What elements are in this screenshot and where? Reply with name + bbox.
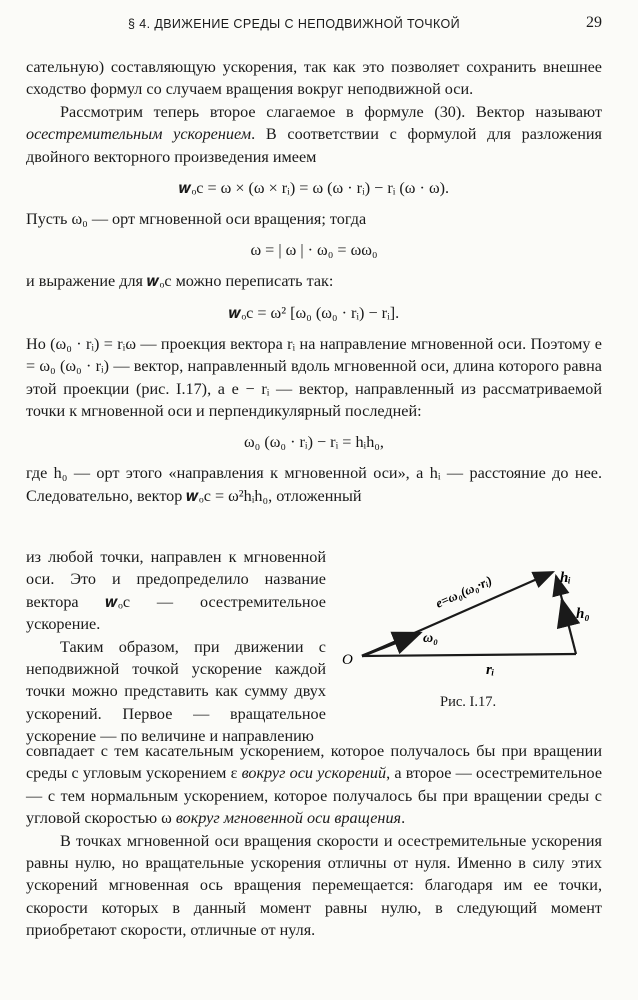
vector-ri-line bbox=[362, 654, 576, 656]
page-number: 29 bbox=[586, 14, 602, 31]
running-head: § 4. ДВИЖЕНИЕ СРЕДЫ С НЕПОДВИЖНОЙ ТОЧКОЙ bbox=[128, 17, 461, 31]
equation-2: ω = | ω | · ω₀ = ωω₀ bbox=[250, 241, 378, 260]
equation-1: 𝒘ₒc = ω × (ω × rᵢ) = ω (ω · rᵢ) − rᵢ (ω · ω). bbox=[178, 179, 450, 198]
label-omega0: ω₀ bbox=[423, 631, 439, 646]
paragraph-3: Пусть ω₀ — орт мгновенной оси вращения; тогда bbox=[26, 210, 367, 229]
paragraph-5: Но (ω₀ · rᵢ) = rᵢω — проекция вектора rᵢ на направление мгновенной оси. Поэтому e = ω₀ (ω₀ · rᵢ) — вектор, направленный вдоль мгновенной оси, длина которого равна этой проекции (рис. I.17), а e − rᵢ — вектор, направленный из рассматриваемой точки к мгновенной оси и перпендикулярный последней: bbox=[26, 334, 602, 421]
paragraph-8: В точках мгновенной оси вращения скорости и осестремительные ускорения равны нулю, но вращательные ускорения отличны от нуля. Именно в силу этих ускорений мгновенная ось вращения перемещается: благодаря им ее точки, скорости которых в данный момент равны нулю, в следующий момент приобретают скорости, отличные от нуля. bbox=[26, 831, 602, 940]
paragraph-4: и выражение для 𝒘ₒc можно переписать так: bbox=[26, 272, 334, 291]
label-ri: rᵢ bbox=[486, 662, 495, 678]
paragraph-2 bbox=[26, 101, 602, 168]
paragraph-6: где h₀ — орт этого «направления к мгновенной оси», а hᵢ — расстояние до нее. Следовательно, вектор 𝒘ₒc = ω²hᵢh₀, отложенный bbox=[26, 464, 602, 505]
paragraph-7c-text: , а второе — осестремительное — с тем нормальным ускорением, которое получалось бы при вращении среды с угловой скоростью ω bbox=[26, 764, 603, 828]
equation-3: 𝒘ₒc = ω² [ω₀ (ω₀ · rᵢ) − rᵢ]. bbox=[228, 303, 400, 322]
paragraph-7a: Таким образом, при движении с неподвижной точкой ускорение каждой точки можно представить как сумму двух ускорений. Первое — вращательное ускорение — по величине и направлению bbox=[26, 637, 326, 746]
text-block-wrap bbox=[26, 546, 326, 748]
paragraph-2-d: . В соответствии с формулой для разложения двойного векторного произведения имеем bbox=[26, 125, 603, 166]
paragraph-7c-italic: вокруг мгновенной оси вращения bbox=[175, 809, 402, 828]
paragraph-7b-italic: вокруг оси ускорений bbox=[241, 764, 387, 783]
paragraph-7b: совпадает с тем касательным ускорением, которое получалось бы при вращении среды с угловым ускорением ε вокруг оси ускорений, а второе — осестремительное — с тем нормальным ускорением, которое получалось бы при вращении среды с угловой скоростью ω вокруг мгновенной оси вращения. bbox=[26, 742, 603, 828]
text-block-top bbox=[26, 56, 602, 507]
text-block-bottom bbox=[26, 740, 602, 942]
paragraph-2-b: называют bbox=[535, 102, 603, 121]
paragraph-1: сательную) составляющую ускорения, так как это позволяет сохранить внешнее сходство формул со случаем вращения вокруг неподвижной оси. bbox=[26, 58, 602, 99]
paragraph-2-a: Рассмотрим теперь второе слагаемое в формуле (30). Вектор bbox=[60, 102, 525, 121]
label-e: e=ω₀(ω₀·rᵢ) bbox=[433, 572, 495, 611]
paragraph-6b: из любой точки, направлен к мгновенной оси. Это и предопределило название вектора 𝒘ₒc — осестремительное ускорение. bbox=[26, 548, 326, 634]
label-hi: hᵢ bbox=[560, 570, 571, 586]
paragraph-7b-text: совпадает с тем касательным ускорением, которое получалось бы при вращении среды с угловым ускорением ε bbox=[26, 742, 602, 783]
paragraph-2-italic: осестремительным ускорением bbox=[26, 125, 252, 144]
figure-caption: Рис. I.17. bbox=[440, 694, 497, 710]
vector-omega0-line bbox=[362, 633, 420, 656]
vector-h0-line bbox=[562, 600, 568, 624]
label-h0: h₀ bbox=[576, 606, 590, 622]
label-origin: O bbox=[342, 652, 353, 668]
equation-4: ω₀ (ω₀ · rᵢ) − rᵢ = hᵢh₀, bbox=[244, 433, 384, 452]
page-header bbox=[0, 14, 638, 38]
